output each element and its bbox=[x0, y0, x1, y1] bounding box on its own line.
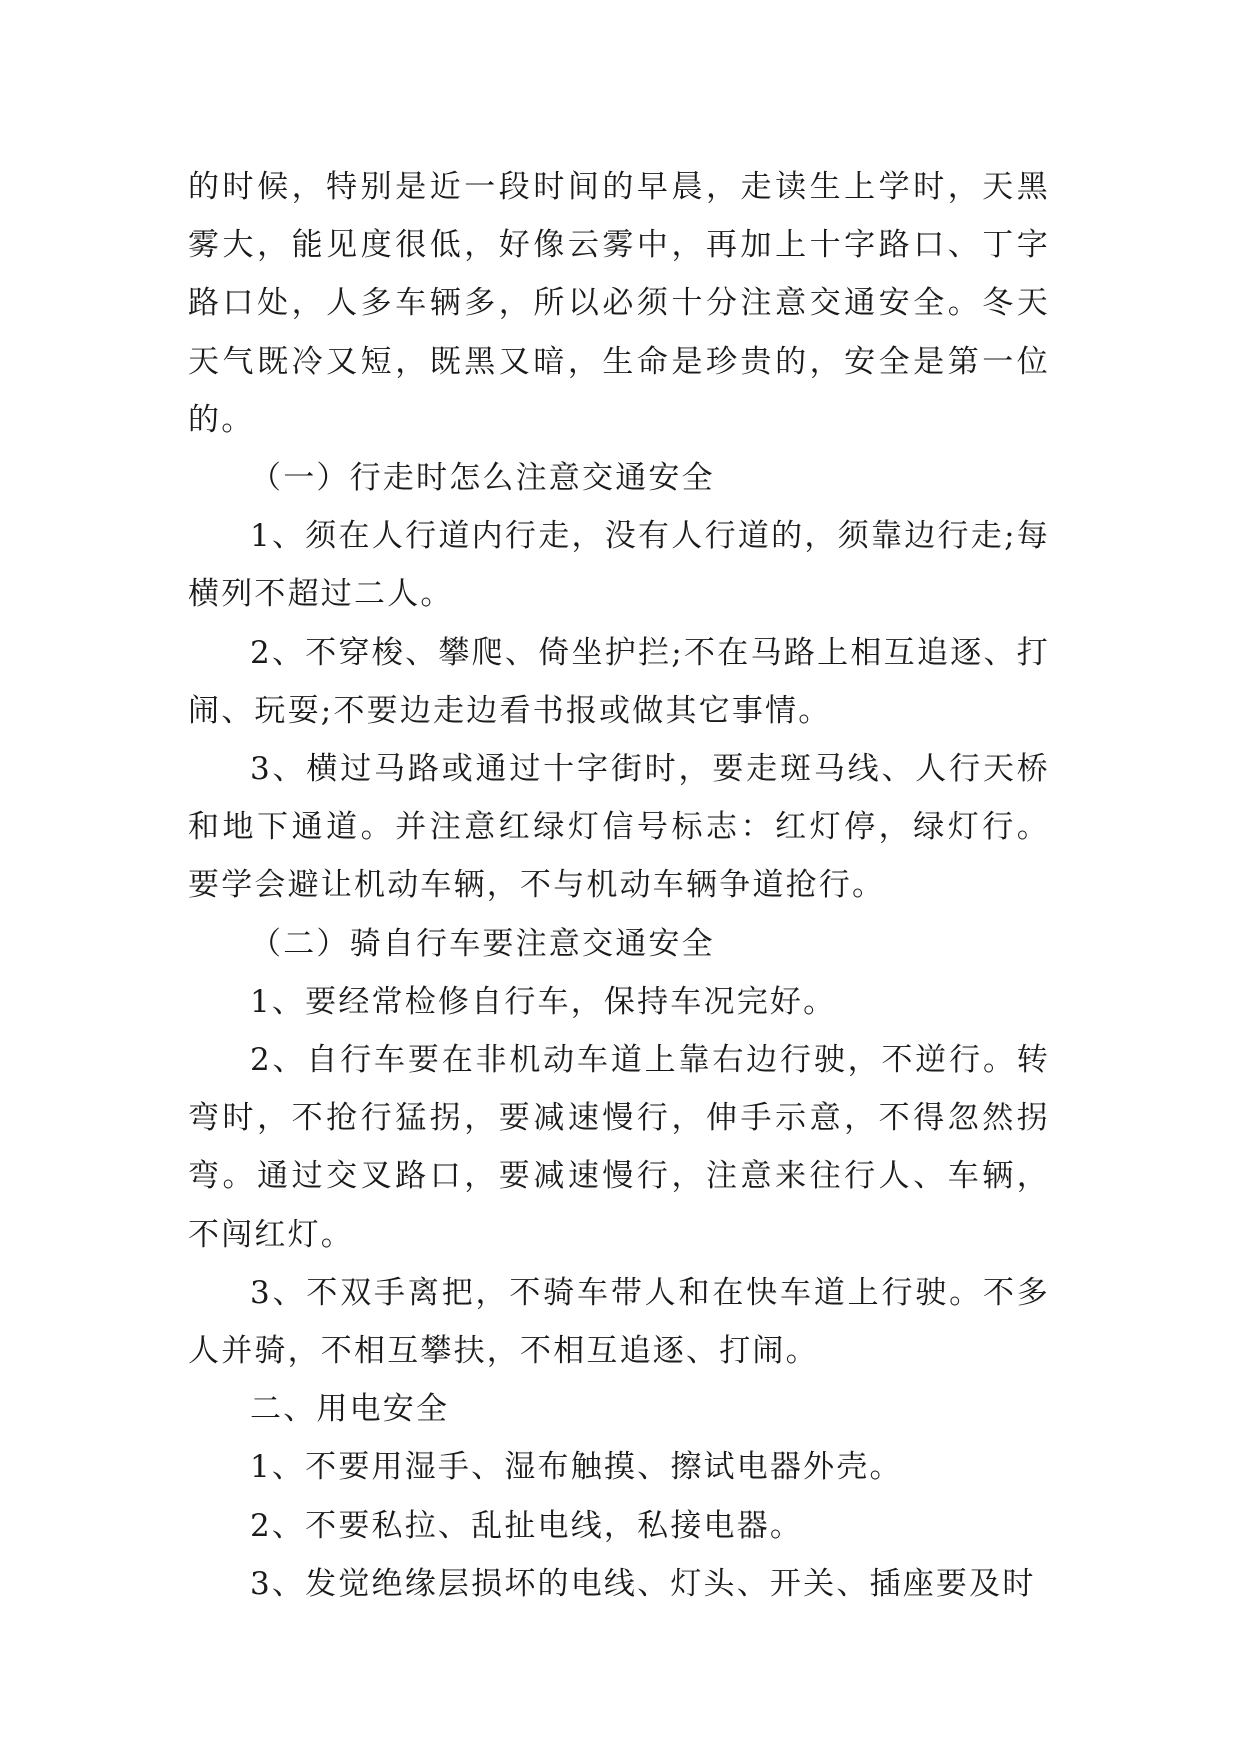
paragraph-cycling-2: 2、自行车要在非机动车道上靠右边行驶，不逆行。转弯时，不抢行猛拐，要减速慢行，伸手示意，不得忽然拐弯。通过交叉路口，要减速慢行，注意来往行人、车辆，不闯红灯。 bbox=[188, 1042, 1050, 1253]
paragraph-electric-3: 3、发觉绝缘层损坏的电线、灯头、开关、插座要及时 bbox=[250, 1565, 1036, 1602]
paragraph-walking-2: 2、不穿梭、攀爬、倚坐护拦;不在马路上相互追逐、打闹、玩耍;不要边走边看书报或做其它事情。 bbox=[188, 634, 1050, 729]
paragraph-cycling-3: 3、不双手离把，不骑车带人和在快车道上行驶。不多人并骑，不相互攀扶，不相互追逐、打闹。 bbox=[188, 1274, 1050, 1370]
section-heading-walking: （一）行走时怎么注意交通安全 bbox=[250, 460, 715, 497]
paragraph-continuation: 的时候，特别是近一段时间的早晨，走读生上学时，天黑雾大，能见度很低，好像云雾中，再加上十字路口、丁字路口处，人多车辆多，所以必须十分注意交通安全。冬天天气既冷又短，既黑又暗，生命是珍贵的，安全是第一位的。 bbox=[188, 169, 1050, 438]
paragraph-walking-3: 3、横过马路或通过十字街时，要走斑马线、人行天桥和地下通道。并注意红绿灯信号标志：红灯停，绿灯行。要学会避让机动车辆，不与机动车辆争道抢行。 bbox=[188, 751, 1050, 904]
paragraph-cycling-1: 1、要经常检修自行车，保持车况完好。 bbox=[250, 983, 837, 1020]
paragraph-walking-1: 1、须在人行道内行走，没有人行道的，须靠边行走;每横列不超过二人。 bbox=[188, 518, 1050, 613]
document-body bbox=[188, 158, 1050, 1613]
section-heading-electric: 二、用电安全 bbox=[250, 1391, 450, 1428]
paragraph-electric-2: 2、不要私拉、乱扯电线，私接电器。 bbox=[250, 1507, 804, 1544]
paragraph-electric-1: 1、不要用湿手、湿布触摸、擦试电器外壳。 bbox=[250, 1449, 903, 1486]
section-heading-cycling: （二）骑自行车要注意交通安全 bbox=[250, 925, 715, 962]
